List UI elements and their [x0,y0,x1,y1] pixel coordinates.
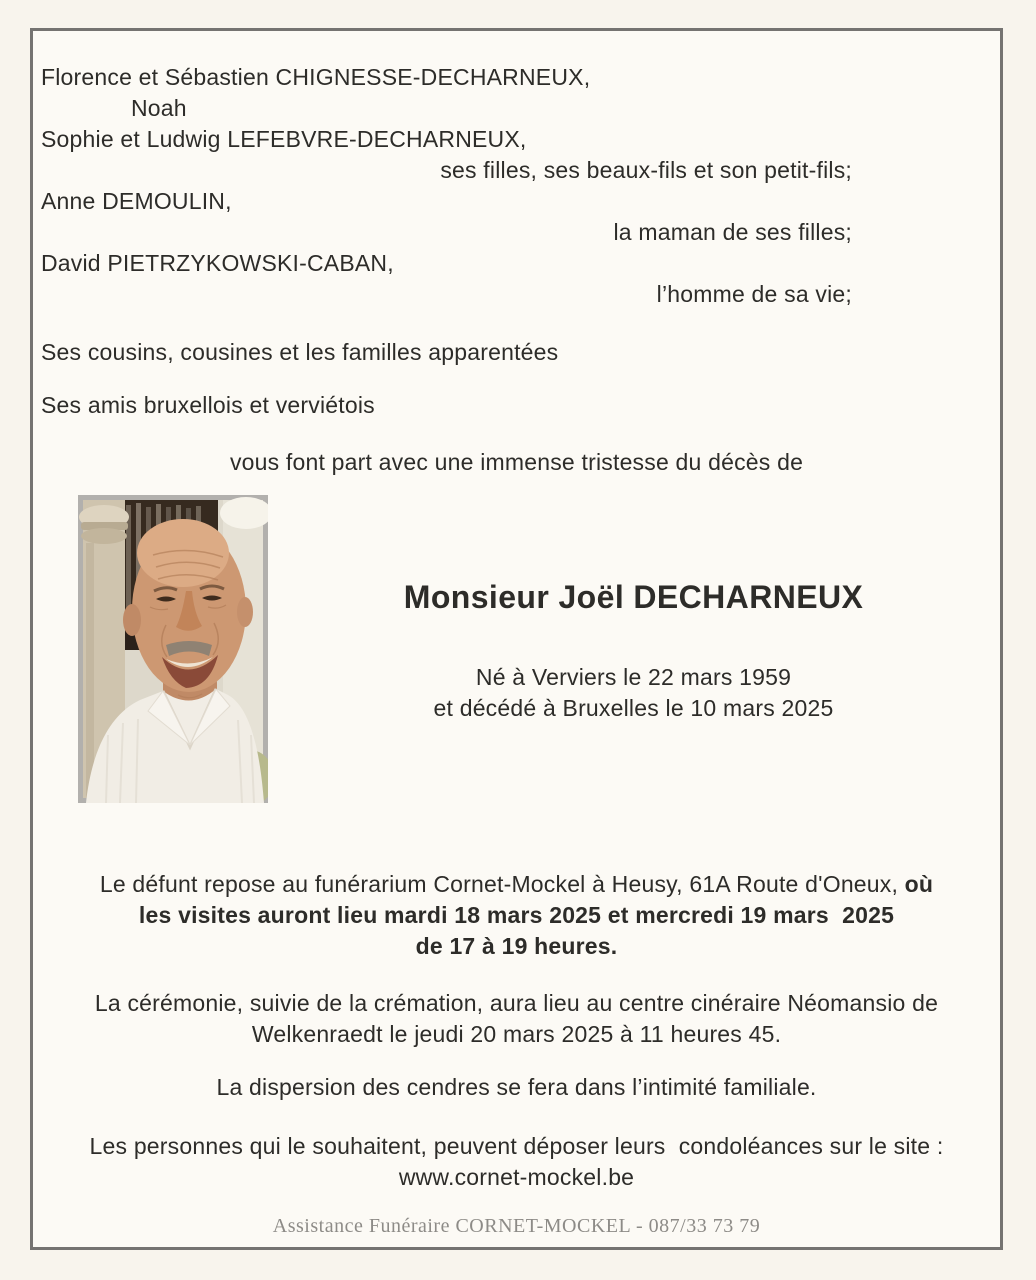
relatives-mother-caption: la maman de ses filles; [613,219,852,245]
visitation-paragraph [33,869,1000,962]
friends-line: Ses amis bruxellois et verviétois [41,392,375,418]
deceased-death: et décédé à Bruxelles le 10 mars 2025 [433,695,834,721]
funeral-home-footer: Assistance Funéraire CORNET-MOCKEL - 087/33 73 79 [272,1215,761,1237]
visitation-line-2: les visites auront lieu mardi 18 mars 2025 et mercredi 19 mars 2025 [138,902,895,928]
visitation-line-3: de 17 à 19 heures. [415,933,618,959]
relatives-partner-caption: l’homme de sa vie; [656,281,852,307]
relatives-partner: David PIETRZYKOWSKI-CABAN, [41,250,394,276]
visitation-line-1 [43,869,990,900]
ceremony-line-1: La cérémonie, suivie de la crémation, aura lieu au centre cinéraire Néomansio de [94,990,939,1016]
visitation-line-1-bold: où [904,871,934,897]
condolences-paragraph [33,1131,1000,1193]
ceremony-line-2: Welkenraedt le jeudi 20 mars 2025 à 11 heures 45. [251,1021,782,1047]
relatives-children-line1: Florence et Sébastien CHIGNESSE-DECHARNEUX, [41,64,591,90]
cousins-line: Ses cousins, cousines et les familles apparentées [41,339,559,365]
deceased-birth: Né à Verviers le 22 mars 1959 [475,664,792,690]
relatives-children-caption: ses filles, ses beaux-fils et son petit-fils; [440,157,852,183]
relatives-mother: Anne DEMOULIN, [41,188,232,214]
announcement-line: vous font part avec une immense tristesse du décès de [229,449,804,475]
condolences-line-1: Les personnes qui le souhaitent, peuvent déposer leurs condoléances sur le site : [89,1133,944,1159]
relatives-grandson: Noah [131,95,187,121]
relatives-children-line2: Sophie et Ludwig LEFEBVRE-DECHARNEUX, [41,126,527,152]
visitation-line-1-text: Le défunt repose au funérarium Cornet-Mockel à Heusy, 61A Route d'Oneux, [99,871,905,897]
deceased-name: Monsieur Joël DECHARNEUX [403,579,864,615]
portrait-photo [78,495,268,803]
relatives-block [33,62,1000,310]
announcement-card [30,28,1003,1250]
dispersion-line: La dispersion des cendres se fera dans l’intimité familiale. [216,1074,817,1100]
condolences-website: www.cornet-mockel.be [398,1164,635,1190]
ceremony-paragraph [33,988,1000,1050]
portrait-photo-image [78,495,268,803]
